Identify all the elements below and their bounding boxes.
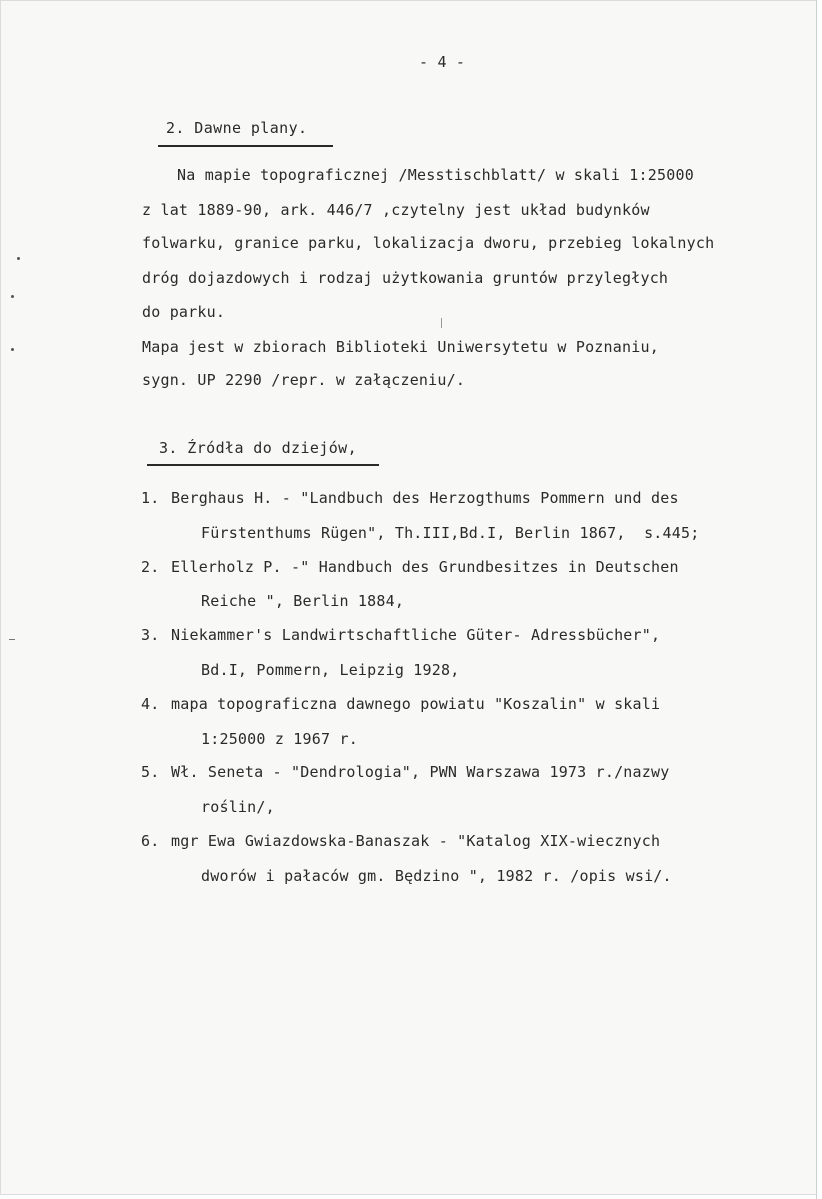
list-item-number: 5. (141, 763, 160, 781)
scan-speck (11, 348, 14, 351)
paragraph-line: sygn. UP 2290 /repr. w załączeniu/. (142, 371, 466, 389)
list-item-line: Bd.I, Pommern, Leipzig 1928, (201, 661, 460, 679)
list-item-line: Reiche ", Berlin 1884, (201, 592, 405, 610)
list-item-line: Niekammer's Landwirtschaftliche Güter- Adressbücher", (171, 626, 661, 644)
list-item-number: 3. (141, 626, 160, 644)
section-heading-old-plans: 2. Dawne plany. (166, 119, 308, 137)
section-heading-underline (147, 464, 379, 466)
list-item-number: 6. (141, 832, 160, 850)
list-item-line: dworów i pałaców gm. Będzino ", 1982 r. /opis wsi/. (201, 867, 672, 885)
section-heading-sources: 3. Źródła do dziejów, (159, 439, 358, 457)
list-item-line: mapa topograficzna dawnego powiatu "Koszalin" w skali (171, 695, 661, 713)
list-item-number: 2. (141, 558, 160, 576)
paragraph-line: z lat 1889-90, ark. 446/7 ,czytelny jest układ budynków (142, 201, 650, 219)
list-item-line: Fürstenthums Rügen", Th.III,Bd.I, Berlin 1867, s.445; (201, 524, 700, 542)
section-heading-underline (158, 145, 333, 147)
paragraph-line: Na mapie topograficznej /Messtischblatt/ w skali 1:25000 (177, 166, 694, 184)
paragraph-line: Mapa jest w zbiorach Biblioteki Uniwersytetu w Poznaniu, (142, 338, 659, 356)
list-item-number: 4. (141, 695, 160, 713)
scan-speck (11, 295, 14, 298)
list-item-line: Wł. Seneta - "Dendrologia", PWN Warszawa 1973 r./nazwy (171, 763, 670, 781)
list-item-line: 1:25000 z 1967 r. (201, 730, 358, 748)
scan-speck (9, 639, 15, 640)
list-item-line: mgr Ewa Gwiazdowska-Banaszak - "Katalog XIX-wiecznych (171, 832, 661, 850)
page-number: - 4 - (419, 53, 466, 71)
paragraph-line: do parku. (142, 303, 226, 321)
scan-speck (17, 257, 20, 260)
list-item-line: roślin/, (201, 798, 275, 816)
list-item-number: 1. (141, 489, 160, 507)
scan-speck (441, 318, 442, 328)
paragraph-line: folwarku, granice parku, lokalizacja dworu, przebieg lokalnych (142, 234, 715, 252)
page-edge (816, 0, 822, 1199)
paragraph-line: dróg dojazdowych i rodzaj użytkowania gruntów przyległych (142, 269, 669, 287)
list-item-line: Ellerholz P. -" Handbuch des Grundbesitzes in Deutschen (171, 558, 679, 576)
list-item-line: Berghaus H. - "Landbuch des Herzogthums Pommern und des (171, 489, 679, 507)
